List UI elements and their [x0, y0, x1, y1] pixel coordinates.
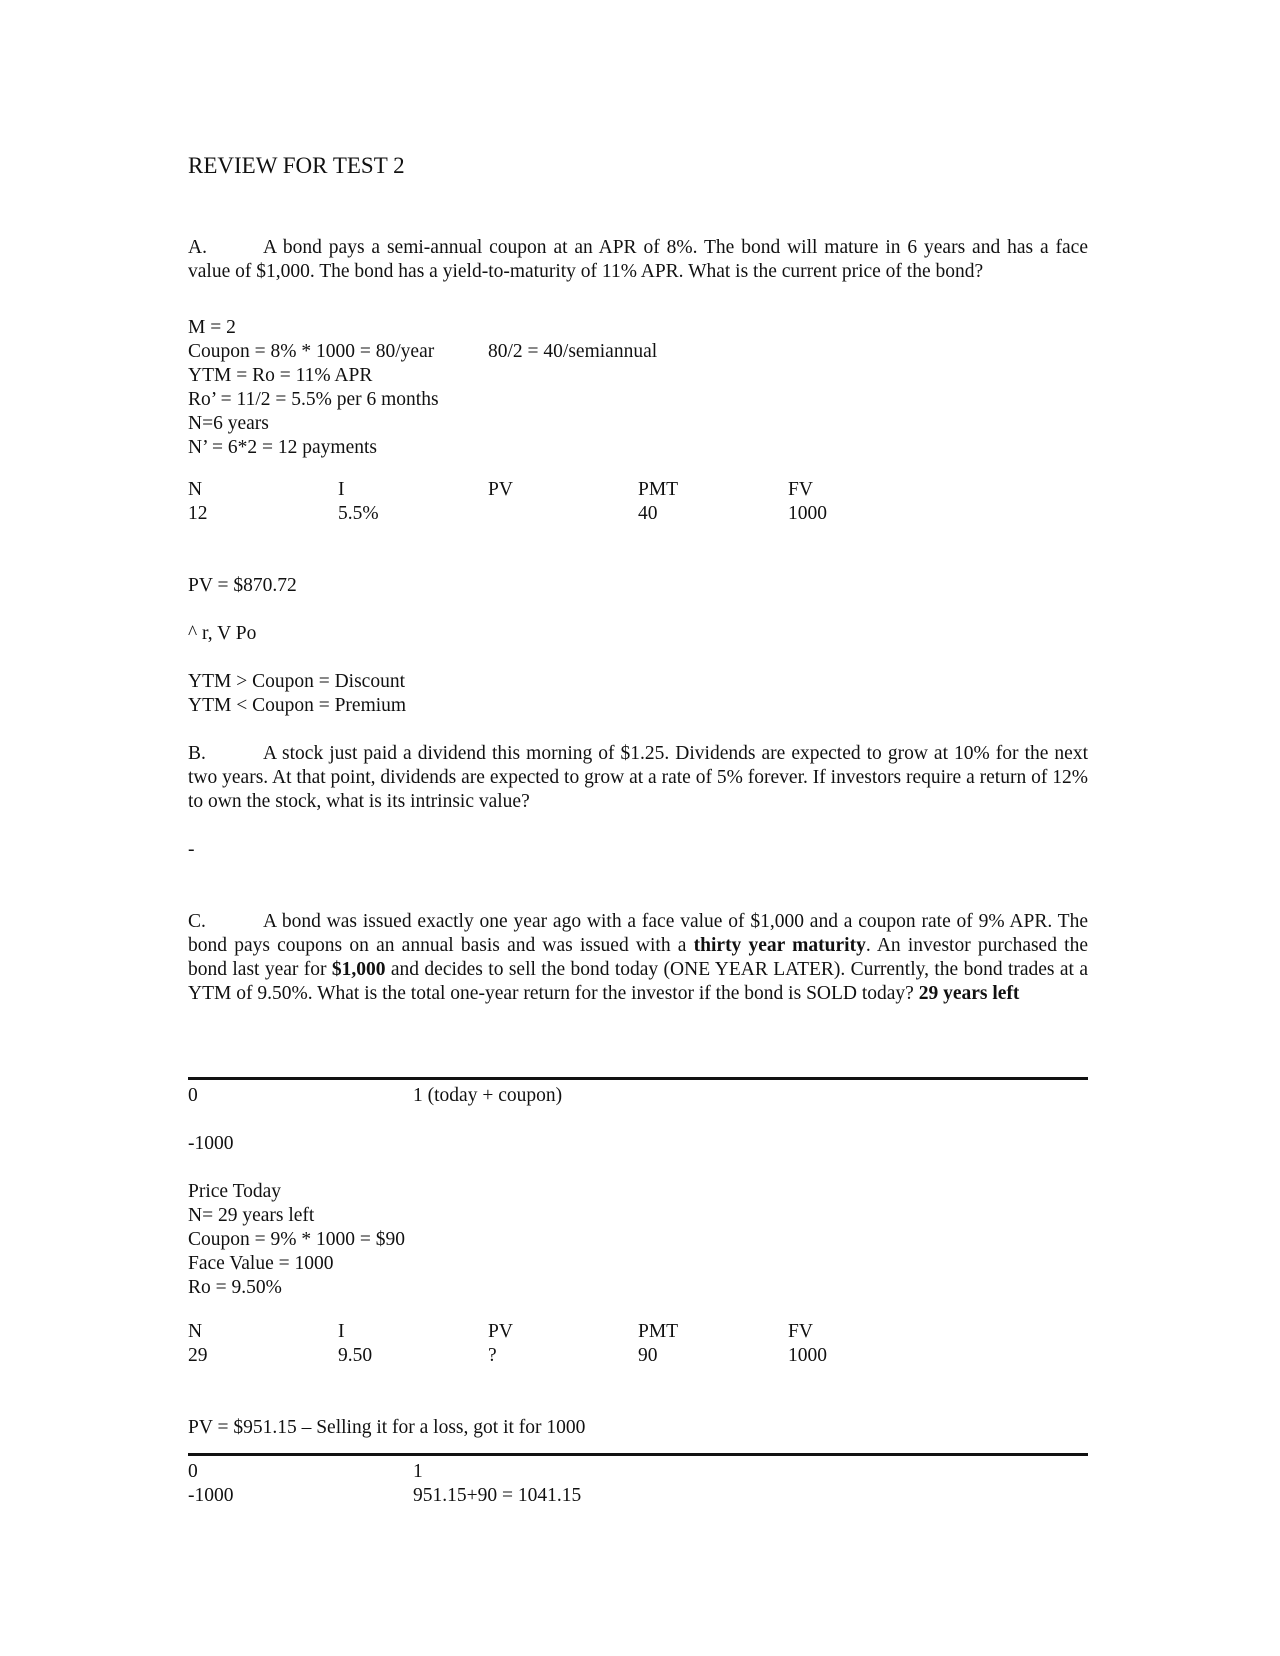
question-c — [188, 910, 1088, 1006]
question-c-label: C. — [188, 911, 206, 932]
question-c-bold-price: $1,000 — [331, 959, 386, 980]
answer-c: PV = $951.15 – Selling it for a loss, got it for 1000 — [188, 1417, 586, 1438]
timeline-1-rule — [188, 1077, 1088, 1080]
work-a-line-5: N=6 years — [188, 413, 269, 434]
question-b-text: A stock just paid a dividend this morning of $1.25. Dividends are expected to grow at 10% for the next two years. At that point, dividends are expected to grow at a rate of 5% forever. If investors require a return of 12% to own the stock, what is its intrinsic value? — [188, 743, 1088, 812]
question-b-label: B. — [188, 743, 206, 764]
work-c-line-1: Price Today — [188, 1181, 282, 1202]
work-a-line-4: Ro’ = 11/2 = 5.5% per 6 months — [188, 389, 439, 410]
timeline-2-v1: 951.15+90 = 1041.15 — [413, 1485, 582, 1506]
work-a-line-3: YTM = Ro = 11% APR — [188, 365, 373, 386]
calc-c-header-row — [188, 1320, 1088, 1344]
work-c-line-5: Ro = 9.50% — [188, 1277, 282, 1298]
calc-table-c — [188, 1320, 1088, 1368]
answer-a: PV = $870.72 — [188, 575, 297, 596]
work-c-line-3: Coupon = 9% * 1000 = $90 — [188, 1229, 405, 1250]
calc-c-header-i: I — [338, 1321, 345, 1342]
rule-discount: YTM > Coupon = Discount — [188, 671, 405, 692]
calc-a-header-fv: FV — [788, 479, 813, 500]
calc-c-value-n: 29 — [188, 1345, 208, 1366]
question-c-text-2: . An investor purchased the bond last year for — [188, 935, 1088, 980]
calc-c-header-n: N — [188, 1321, 203, 1342]
timeline-2-rule — [188, 1453, 1088, 1456]
answer-b: - — [188, 839, 195, 860]
calc-a-value-n: 12 — [188, 503, 208, 524]
calc-a-header-pmt: PMT — [638, 479, 679, 500]
question-c-bold-maturity: thirty year maturity — [693, 935, 866, 956]
calc-c-header-pv: PV — [488, 1321, 513, 1342]
timeline-1-t1: 1 (today + coupon) — [413, 1085, 563, 1106]
calc-c-header-fv: FV — [788, 1321, 813, 1342]
relation-a: ^ r, V Po — [188, 623, 257, 644]
timeline-2-t1: 1 — [413, 1461, 423, 1482]
document-title: REVIEW FOR TEST 2 — [188, 153, 405, 178]
cashflow-0: -1000 — [188, 1133, 234, 1154]
work-c-line-2: N= 29 years left — [188, 1205, 315, 1226]
timeline-2-t0: 0 — [188, 1461, 198, 1482]
question-a-text: A bond pays a semi-annual coupon at an APR of 8%. The bond will mature in 6 years and has a face value of $1,000. The bond has a yield-to-maturity of 11% APR. What is the current price of the bond? — [188, 237, 1088, 282]
calc-c-value-i: 9.50 — [338, 1345, 373, 1366]
calc-a-header-i: I — [338, 479, 345, 500]
work-a-line-6: N’ = 6*2 = 12 payments — [188, 437, 377, 458]
calc-a-header-row — [188, 478, 1088, 502]
work-c-line-4: Face Value = 1000 — [188, 1253, 334, 1274]
work-a-line-2: Coupon = 8% * 1000 = 80/year — [188, 341, 435, 362]
question-c-bold-years-left: 29 years left — [918, 983, 1020, 1004]
calc-c-value-fv: 1000 — [788, 1345, 827, 1366]
calc-c-value-pmt: 90 — [638, 1345, 658, 1366]
work-a-coupon-note: 80/2 = 40/semiannual — [488, 341, 658, 362]
calc-table-a — [188, 478, 1088, 526]
timeline-2-v0: -1000 — [188, 1485, 234, 1506]
rule-premium: YTM < Coupon = Premium — [188, 695, 407, 716]
calc-c-value-row — [188, 1344, 1088, 1368]
question-a-label: A. — [188, 237, 207, 258]
calc-c-value-pv: ? — [488, 1345, 497, 1366]
work-a-line-1: M = 2 — [188, 317, 236, 338]
calc-a-value-i: 5.5% — [338, 503, 379, 524]
timeline-1-t0: 0 — [188, 1085, 198, 1106]
question-c-text-1: A bond was issued exactly one year ago with a face value of $1,000 and a coupon rate of 9% APR. The bond pays coupons on an annual basis and was issued with a — [188, 911, 1088, 956]
calc-a-header-pv: PV — [488, 479, 513, 500]
calc-a-value-pmt: 40 — [638, 503, 658, 524]
question-b — [188, 742, 1088, 814]
calc-a-value-fv: 1000 — [788, 503, 827, 524]
calc-c-header-pmt: PMT — [638, 1321, 679, 1342]
calc-a-value-row — [188, 502, 1088, 526]
calc-a-header-n: N — [188, 479, 203, 500]
question-a — [188, 236, 1088, 284]
question-c-text-3: and decides to sell the bond today (ONE YEAR LATER). Currently, the bond trades at a YTM of 9.50%. What is the total one-year return for the investor if the bond is SOLD today? — [188, 959, 1088, 1004]
